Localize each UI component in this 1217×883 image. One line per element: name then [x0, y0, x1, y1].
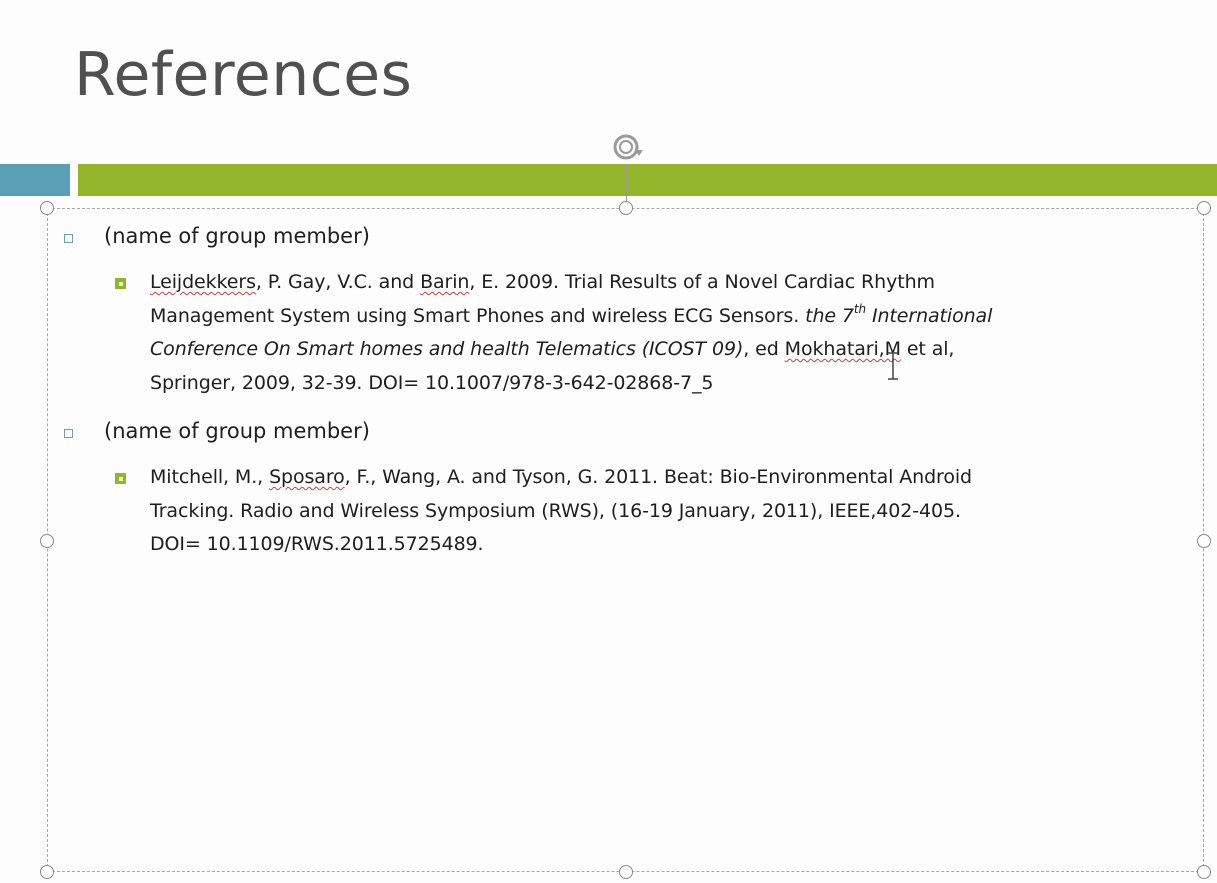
reference-line: Tracking. Radio and Wireless Symposium (RWS), (16-19 January, 2011), IEEE,402-405.: [150, 499, 961, 522]
level2-bullet: [115, 278, 126, 289]
resize-handle-top-right[interactable]: [1197, 201, 1211, 215]
reference-line: Conference On Smart homes and health Telematics (ICOST 09), ed Mokhatari,M et al,: [150, 338, 955, 360]
reference-line: Springer, 2009, 32-39. DOI= 10.1007/978-3-642-02868-7_5: [150, 371, 714, 394]
level1-bullet: [64, 429, 73, 438]
group-member-heading[interactable]: (name of group member): [104, 224, 370, 248]
reference-text[interactable]: [150, 461, 972, 562]
resize-handle-bottom-center[interactable]: [619, 865, 633, 879]
resize-handle-top-left[interactable]: [40, 201, 54, 215]
resize-handle-middle-left[interactable]: [40, 534, 54, 548]
reference-text[interactable]: [150, 266, 992, 400]
text-cursor-icon: [886, 352, 900, 380]
level1-bullet: [64, 234, 73, 243]
reference-line: Management System using Smart Phones and wireless ECG Sensors. the 7th International: [150, 301, 993, 327]
resize-handle-top-center[interactable]: [619, 201, 633, 215]
slide-title[interactable]: References: [74, 40, 413, 110]
resize-handle-bottom-right[interactable]: [1197, 865, 1211, 879]
accent-bar-teal: [0, 164, 70, 196]
reference-line: Leijdekkers, P. Gay, V.C. and Barin, E. 2009. Trial Results of a Novel Cardiac Rhythm: [150, 271, 935, 293]
level2-bullet: [115, 473, 126, 484]
resize-handle-middle-right[interactable]: [1197, 534, 1211, 548]
group-member-heading[interactable]: (name of group member): [104, 419, 370, 443]
rotate-handle-icon[interactable]: [605, 128, 649, 168]
accent-bar-green: [78, 164, 1217, 196]
reference-line: DOI= 10.1109/RWS.2011.5725489.: [150, 533, 484, 555]
reference-line: Mitchell, M., Sposaro, F., Wang, A. and Tyson, G. 2011. Beat: Bio-Environmental Android: [150, 466, 972, 488]
resize-handle-bottom-left[interactable]: [40, 865, 54, 879]
